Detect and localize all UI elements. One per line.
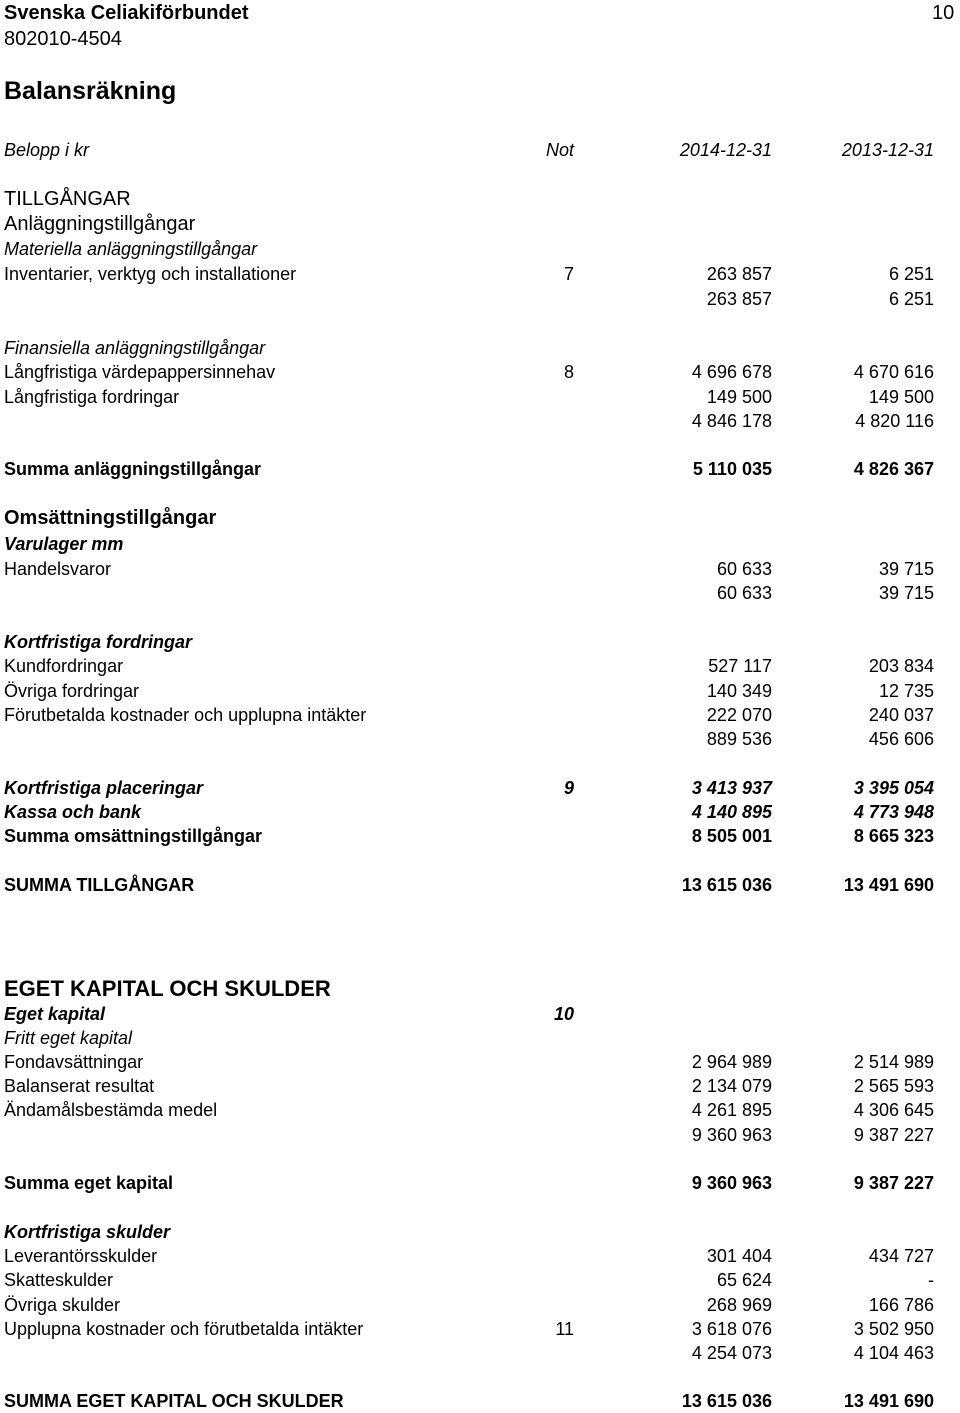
row-value-2013: 9 387 227 (853, 1125, 934, 1145)
organization-number: 802010-4504 (4, 28, 122, 50)
row-value-2013: 6 251 (888, 289, 934, 309)
page-number: 10 (932, 2, 955, 24)
page-title: Balansräkning (4, 77, 177, 105)
row-value-2013: 4 773 948 (853, 802, 934, 822)
row-label: Kundfordringar (4, 656, 124, 676)
table-row (0, 1293, 960, 1317)
row-value-2014: 9 360 963 (691, 1173, 772, 1193)
table-row (0, 557, 960, 581)
row-value-2014: 3 618 076 (691, 1319, 772, 1339)
row-label: Summa eget kapital (4, 1173, 174, 1193)
row-value-2014: 4 846 178 (691, 411, 772, 431)
organization-name: Svenska Celiakiförbundet (4, 2, 249, 24)
row-value-2013: 4 306 645 (853, 1100, 934, 1120)
row-value-2014: 268 969 (706, 1295, 772, 1315)
table-row (0, 630, 960, 654)
row-value-2014: 60 633 (716, 583, 772, 603)
row-value-2013: 6 251 (888, 264, 934, 284)
row-value-2014: 2 964 989 (691, 1052, 772, 1072)
row-label: Handelsvaror (4, 559, 112, 579)
row-value-2013: 456 606 (868, 729, 934, 749)
row-value-2013: - (928, 1270, 934, 1290)
row-label: Fritt eget kapital (4, 1028, 133, 1048)
row-label: Kassa och bank (4, 802, 142, 822)
row-value-2013: 2013-12-31 (841, 140, 934, 160)
row-value-2013: 4 104 463 (853, 1343, 934, 1363)
row-value-2013: 2 565 593 (853, 1076, 934, 1096)
row-label: Inventarier, verktyg och installationer (4, 264, 297, 284)
table-row (0, 727, 960, 751)
row-label: Skatteskulder (4, 1270, 114, 1290)
table-row (0, 262, 960, 286)
row-value-2014: 140 349 (706, 681, 772, 701)
row-value-2014: 60 633 (716, 559, 772, 579)
row-value-2014: 2 134 079 (691, 1076, 772, 1096)
row-label: Anläggningstillgångar (4, 213, 196, 235)
row-value-2014: 263 857 (706, 264, 772, 284)
row-value-2014: 149 500 (706, 387, 772, 407)
row-label: Kortfristiga skulder (4, 1222, 171, 1242)
table-row (0, 187, 960, 211)
row-label: Varulager mm (4, 534, 124, 554)
row-label: Upplupna kostnader och förutbetalda intäkter (4, 1319, 364, 1339)
table-row (0, 1317, 960, 1341)
row-value-2013: 13 491 690 (843, 875, 934, 895)
table-row (0, 873, 960, 897)
row-value-2013: 3 395 054 (853, 778, 934, 798)
row-value-2014: 3 413 937 (691, 778, 772, 798)
row-label: Övriga skulder (4, 1295, 121, 1315)
row-note: 8 (563, 362, 574, 382)
table-row (0, 409, 960, 433)
table-row (0, 1123, 960, 1147)
row-note: Not (545, 140, 574, 160)
row-label: Omsättningstillgångar (4, 507, 217, 529)
table-row (0, 506, 960, 530)
row-label: Belopp i kr (4, 140, 90, 160)
row-note: 9 (563, 778, 574, 798)
row-value-2014: 4 254 073 (691, 1343, 772, 1363)
row-value-2013: 4 820 116 (855, 411, 934, 431)
row-value-2013: 166 786 (868, 1295, 934, 1315)
row-value-2013: 13 491 690 (843, 1391, 934, 1411)
table-row (0, 1050, 960, 1074)
row-label: Summa anläggningstillgångar (4, 459, 262, 479)
row-value-2013: 2 514 989 (853, 1052, 934, 1072)
table-row (0, 457, 960, 481)
table-row (0, 1220, 960, 1244)
table-row (0, 1026, 960, 1050)
table-row (0, 1074, 960, 1098)
row-label: Kortfristiga fordringar (4, 632, 193, 652)
row-value-2014: 2014-12-31 (679, 140, 772, 160)
row-value-2014: 8 505 001 (691, 826, 772, 846)
row-label: Förutbetalda kostnader och upplupna intäkter (4, 705, 367, 725)
row-value-2014: 527 117 (708, 656, 772, 676)
row-note: 10 (553, 1004, 574, 1024)
row-value-2013: 4 826 367 (853, 459, 934, 479)
row-value-2014: 5 110 035 (692, 459, 772, 479)
row-value-2014: 4 696 678 (691, 362, 772, 382)
row-value-2013: 4 670 616 (853, 362, 934, 382)
row-label: TILLGÅNGAR (4, 188, 131, 210)
row-label: SUMMA TILLGÅNGAR (4, 875, 195, 895)
table-row (0, 287, 960, 311)
row-value-2014: 65 624 (716, 1270, 772, 1290)
table-row (0, 1268, 960, 1292)
row-value-2013: 9 387 227 (853, 1173, 934, 1193)
table-row (0, 360, 960, 384)
row-label: Leverantörsskulder (4, 1246, 158, 1266)
row-value-2013: 203 834 (868, 656, 934, 676)
table-row (0, 679, 960, 703)
row-note: 7 (563, 264, 574, 284)
row-note: 11 (555, 1319, 574, 1339)
table-row (0, 1389, 960, 1413)
table-row (0, 824, 960, 848)
table-row (0, 212, 960, 236)
row-value-2013: 434 727 (868, 1246, 934, 1266)
row-value-2014: 13 615 036 (681, 875, 772, 895)
row-value-2014: 889 536 (706, 729, 772, 749)
row-value-2013: 39 715 (878, 559, 934, 579)
row-label: Ändamålsbestämda medel (4, 1100, 218, 1120)
table-row (0, 654, 960, 678)
table-row (0, 800, 960, 824)
row-label: SUMMA EGET KAPITAL OCH SKULDER (4, 1391, 344, 1411)
table-row (0, 975, 960, 1003)
row-value-2014: 4 140 895 (691, 802, 772, 822)
table-row (0, 1171, 960, 1195)
row-value-2013: 240 037 (868, 705, 934, 725)
table-row (0, 138, 960, 162)
row-value-2013: 39 715 (878, 583, 934, 603)
row-label: Fondavsättningar (4, 1052, 144, 1072)
table-row (0, 336, 960, 360)
row-label: Finansiella anläggningstillgångar (4, 338, 266, 358)
table-row (0, 703, 960, 727)
row-label: Kortfristiga placeringar (4, 778, 204, 798)
table-row (0, 1002, 960, 1026)
table-row (0, 1244, 960, 1268)
row-value-2013: 3 502 950 (853, 1319, 934, 1339)
row-label: Summa omsättningstillgångar (4, 826, 263, 846)
row-value-2013: 149 500 (868, 387, 934, 407)
table-row (0, 776, 960, 800)
row-label: EGET KAPITAL OCH SKULDER (4, 976, 331, 1001)
row-label: Långfristiga värdepappersinnehav (4, 362, 276, 382)
row-value-2014: 4 261 895 (691, 1100, 772, 1120)
table-row (0, 1341, 960, 1365)
table-row (0, 581, 960, 605)
row-label: Materiella anläggningstillgångar (4, 239, 258, 259)
row-value-2013: 12 735 (878, 681, 934, 701)
row-label: Balanserat resultat (4, 1076, 155, 1096)
table-row (0, 532, 960, 556)
table-row (0, 1098, 960, 1122)
table-row (0, 237, 960, 261)
row-value-2013: 8 665 323 (853, 826, 934, 846)
row-value-2014: 263 857 (706, 289, 772, 309)
row-label: Eget kapital (4, 1004, 106, 1024)
table-row (0, 385, 960, 409)
row-label: Långfristiga fordringar (4, 387, 180, 407)
row-value-2014: 301 404 (706, 1246, 772, 1266)
row-label: Övriga fordringar (4, 681, 140, 701)
row-value-2014: 13 615 036 (681, 1391, 772, 1411)
row-value-2014: 9 360 963 (691, 1125, 772, 1145)
row-value-2014: 222 070 (706, 705, 772, 725)
